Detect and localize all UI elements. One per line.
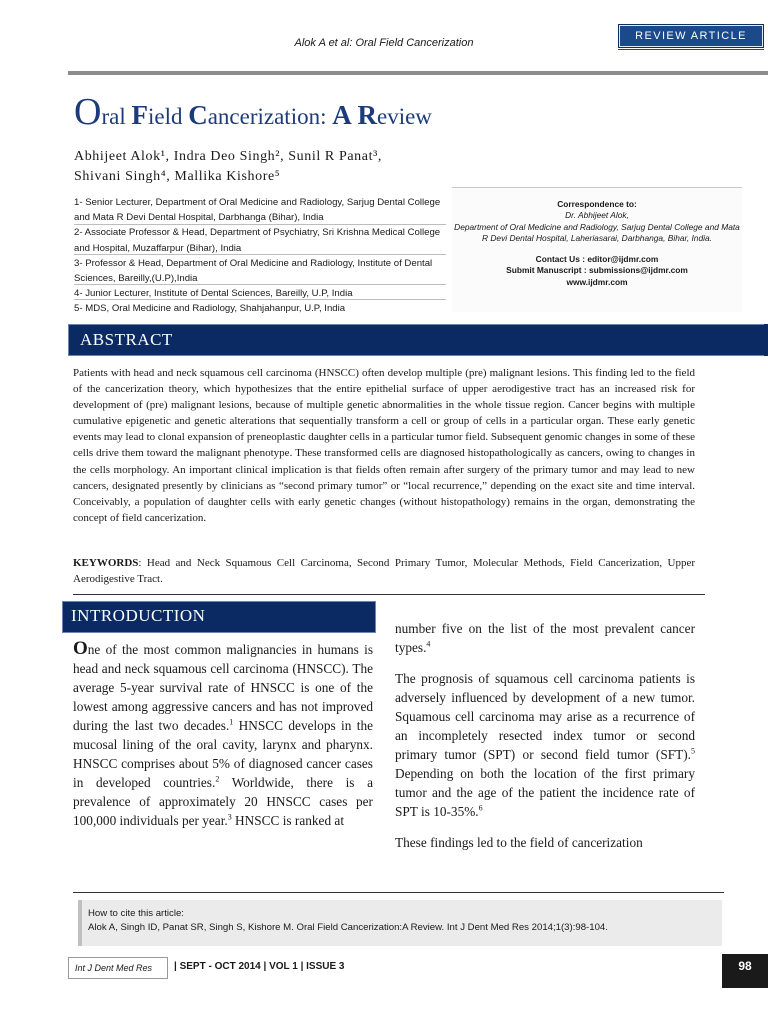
journal-website[interactable]: www.ijdmr.com: [566, 276, 628, 287]
affiliation-divider: [74, 284, 446, 285]
citation: [88, 907, 713, 935]
paragraph: These findings led to the field of cancerization: [395, 835, 643, 850]
journal-abbreviation: Int J Dent Med Res: [68, 957, 168, 979]
badge-underline: [618, 49, 764, 50]
abstract-text: Patients with head and neck squamous cell carcinoma (HNSCC) often develop multiple (pre) malignant lesions. This finding led to the field of the cancerization theory, which hypothesizes that the entire epithelial surface of upper aerodigestive tract has an increased risk for development of (pre) malignant lesions, because of multiple genetic abnormalities in the whole tissue region. Cancer begins with multiple cumulative epigenetic and genetic alterations that sequentially transform a cell or group of cells in a particular organ. These early genetic events may lead to clonal expansion of preneoplastic daughter cells in a particular tumor field. Subsequent genomic changes in some of these cells drive them toward the malignant phenotype. These transformed cells are diagnosed histopathologically as cancers, owing to changes in the cells morphology. An important clinical implication is that fields often remain after surgery of the primary tumor and may lead to new cancers, designated presently by clinicians as “second primary tumor” or “local recurrence,” depending on the exact site and time interval. Conceivably, a population of daughter cells with early genetic changes (without histopathology) remains in the organ, demonstrating the concept of field cancerization.: [73, 367, 695, 524]
correspondence-address: Department of Oral Medicine and Radiology, Sarjug Dental College and Mata R Devi Dental Hospital, Laheriasarai, Darbhanga, Bihar, India.: [454, 221, 740, 243]
citation-heading: How to cite this article:: [88, 908, 184, 919]
introduction-column-right: [395, 619, 695, 864]
abstract-bar-edge: [764, 324, 768, 356]
header-divider: [68, 71, 768, 75]
correspondence: [452, 199, 742, 288]
author-list: [74, 147, 444, 187]
running-head: Alok A et al: Oral Field Cancerization: [294, 37, 474, 49]
paragraph: The prognosis of squamous cell carcinoma patients is adversely influenced by development of a new tumor. Squamous cell carcinoma may arise as a recurrence of an incompletely resected index tumor or second primary tumor (SPT) or second field tumor (SFT).$^5$ Depending on both the location of the first primary tumor and the age of the patient the incidence rate of SPT is 10-35%.$^6$: [395, 671, 695, 819]
abstract-heading: ABSTRACT: [80, 330, 173, 349]
keywords-list: : Head and Neck Squamous Cell Carcinoma, Second Primary Tumor, Molecular Methods, Field Cancerization, Upper Aerodigestive Tract.: [73, 557, 695, 586]
citation-text: Alok A, Singh ID, Panat SR, Singh S, Kishore M. Oral Field Cancerization:A Review. Int J Dent Med Res 2014;1(3):98-104.: [88, 922, 608, 933]
section-divider: [73, 594, 705, 595]
reference-marker[interactable]: 1: [229, 717, 234, 727]
reference-marker[interactable]: 6: [478, 803, 483, 813]
article-title: Oral Field Cancerization: A Review: [74, 91, 432, 133]
affiliation-item: 3- Professor & Head, Department of Oral Medicine and Radiology, Institute of Dental Sciences, Bareilly,(U.P),India: [74, 257, 433, 285]
affiliation-divider: [74, 299, 446, 300]
correspondence-heading: Correspondence to:: [557, 199, 637, 209]
paragraph: number five on the list of the most prevalent cancer types.$^4$: [395, 621, 695, 655]
affiliation-item: 2- Associate Professor & Head, Department of Psychiatry, Sri Krishna Medical College and Hospital, Muzaffarpur (Bihar), India: [74, 227, 441, 254]
affiliation-divider: [74, 224, 446, 225]
correspondence-name: Dr. Abhijeet Alok,: [565, 210, 629, 221]
contact-email[interactable]: Contact Us : editor@ijdmr.com: [535, 254, 659, 265]
keywords-label: KEYWORDS: [73, 557, 139, 569]
reference-marker[interactable]: 4: [426, 639, 431, 649]
reference-marker[interactable]: 2: [215, 774, 220, 784]
footer-divider: [73, 892, 724, 893]
introduction-heading: INTRODUCTION: [71, 606, 206, 625]
introduction-column-left: One of the most common malignancies in humans is head and neck squamous cell carcinoma (HNSCC). The average 5-year survival rate of HNSCC is one of the lowest among aggressive cancers and has not improved during the last two decades.$^1$ HNSCC develops in the mucosal lining of the oral cavity, larynx and pharynx. HNSCC comprises about 5% of diagnosed cancer cases in developed countries.$^2$ Worldwide, there is a prevalence of approximately 20 HNSCC cases per 100,000 individuals per year.$^3$ HNSCC is ranked at: [73, 638, 373, 828]
affiliation-item: 5- MDS, Oral Medicine and Radiology, Shahjahanpur, U.P, India: [74, 303, 346, 315]
affiliation-divider: [74, 254, 446, 255]
author-line: Abhijeet Alok¹, Indra Deo Singh², Sunil R Panat³,: [74, 149, 382, 164]
reference-marker[interactable]: 3: [227, 812, 232, 822]
keywords: [73, 555, 695, 587]
submit-email[interactable]: Submit Manuscript : submissions@ijdmr.com: [506, 265, 688, 276]
reference-marker[interactable]: 5: [691, 746, 695, 756]
issue-info: | SEPT - OCT 2014 | VOL 1 | ISSUE 3: [174, 961, 345, 972]
page-number: 98: [722, 954, 768, 988]
affiliation-item: 1- Senior Lecturer, Department of Oral Medicine and Radiology, Sarjug Dental College and Mata R Devi Dental Hospital, Darbhanga (Bihar), India: [74, 197, 441, 224]
article-type-badge: REVIEW ARTICLE: [618, 24, 764, 48]
author-line: Shivani Singh⁴, Mallika Kishore⁵: [74, 169, 281, 184]
drop-cap: O: [73, 638, 88, 659]
affiliation-item: 4- Junior Lecturer, Institute of Dental Sciences, Bareilly, U.P, India: [74, 288, 353, 300]
